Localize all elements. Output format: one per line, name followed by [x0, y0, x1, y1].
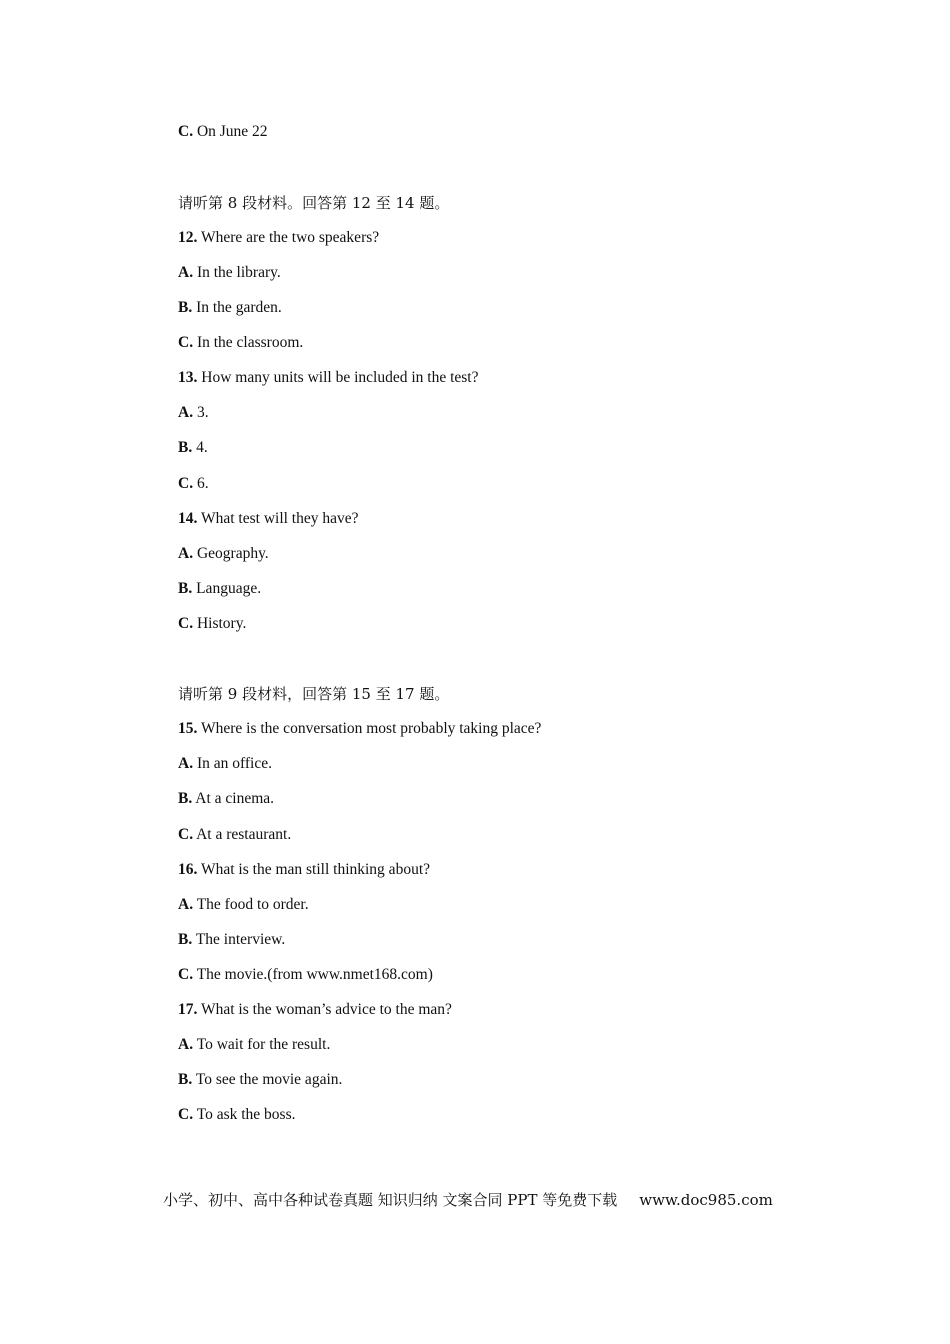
q13-option-c [178, 474, 209, 494]
option-text: In the library. [196, 264, 281, 281]
option-label: C. [178, 615, 194, 632]
option-label: A. [178, 264, 194, 281]
question-15 [178, 719, 541, 739]
q17-option-c [178, 1105, 296, 1125]
section-8-instruction: 请听第 8 段材料。回答第 12 至 14 题。 [178, 194, 450, 212]
option-text: In the garden. [196, 299, 282, 316]
q16-option-c [178, 965, 433, 985]
q14-option-c [178, 614, 246, 634]
q12-option-a [178, 263, 281, 283]
q12-option-b [178, 298, 282, 318]
option-text: To wait for the result. [196, 1036, 331, 1053]
question-text: What is the woman’s advice to the man? [200, 1001, 452, 1018]
q15-option-b [178, 789, 274, 809]
option-text: In the classroom. [196, 334, 304, 351]
q17-option-a [178, 1035, 330, 1055]
option-label: A. [178, 545, 194, 562]
footer-text: 小学、初中、高中各种试卷真题 知识归纳 文案合同 PPT 等免费下载 [163, 1191, 618, 1209]
question-text: What test will they have? [200, 510, 359, 527]
option-label: B. [178, 790, 193, 807]
option-label: C. [178, 334, 194, 351]
question-13 [178, 368, 478, 388]
question-17 [178, 1000, 452, 1020]
option-text: The movie.(from www.nmet168.com) [196, 966, 433, 983]
question-text: Where are the two speakers? [200, 229, 380, 246]
question-number: 16. [178, 861, 198, 878]
footer-site-link[interactable]: www.doc985.com [639, 1191, 773, 1209]
option-label: A. [178, 1036, 194, 1053]
q15-option-c [178, 825, 291, 845]
option-label: C. [178, 826, 194, 843]
q17-option-b [178, 1070, 342, 1090]
option-label: C. [178, 123, 194, 140]
option-text: 3. [196, 404, 209, 421]
option-text: At a restaurant. [196, 826, 292, 843]
q16-option-b [178, 930, 285, 950]
option-text: 6. [196, 475, 209, 492]
question-number: 13. [178, 369, 198, 386]
question-12 [178, 228, 379, 248]
q13-option-b [178, 438, 208, 458]
question-text: What is the man still thinking about? [200, 861, 431, 878]
q14-option-b [178, 579, 261, 599]
question-number: 17. [178, 1001, 198, 1018]
q12-option-c [178, 333, 303, 353]
q16-option-a [178, 895, 309, 915]
option-c-top [178, 122, 268, 142]
question-14 [178, 509, 359, 529]
q15-option-a [178, 754, 272, 774]
option-text: At a cinema. [195, 790, 275, 807]
page-footer [163, 1190, 773, 1210]
option-label: B. [178, 580, 193, 597]
question-number: 14. [178, 510, 198, 527]
option-label: B. [178, 931, 193, 948]
option-label: A. [178, 896, 194, 913]
option-text: 4. [196, 439, 208, 456]
option-text: To ask the boss. [196, 1106, 296, 1123]
option-label: B. [178, 1071, 193, 1088]
question-number: 12. [178, 229, 198, 246]
option-text: Geography. [196, 545, 269, 562]
option-text: On June 22 [196, 123, 268, 140]
question-16 [178, 860, 430, 880]
option-text: In an office. [196, 755, 272, 772]
option-text: The interview. [195, 931, 286, 948]
option-text: Language. [196, 580, 262, 597]
section-9-instruction: 请听第 9 段材料，回答第 15 至 17 题。 [178, 685, 450, 703]
q14-option-a [178, 544, 269, 564]
option-text: To see the movie again. [195, 1071, 343, 1088]
option-label: B. [178, 299, 193, 316]
q13-option-a [178, 403, 209, 423]
question-text: How many units will be included in the test? [201, 369, 479, 386]
option-label: C. [178, 966, 194, 983]
option-label: A. [178, 755, 194, 772]
option-label: A. [178, 404, 194, 421]
question-number: 15. [178, 720, 198, 737]
option-text: The food to order. [196, 896, 309, 913]
question-text: Where is the conversation most probably taking place? [200, 720, 542, 737]
option-label: B. [178, 439, 193, 456]
option-label: C. [178, 1106, 194, 1123]
option-text: History. [196, 615, 247, 632]
option-label: C. [178, 475, 194, 492]
